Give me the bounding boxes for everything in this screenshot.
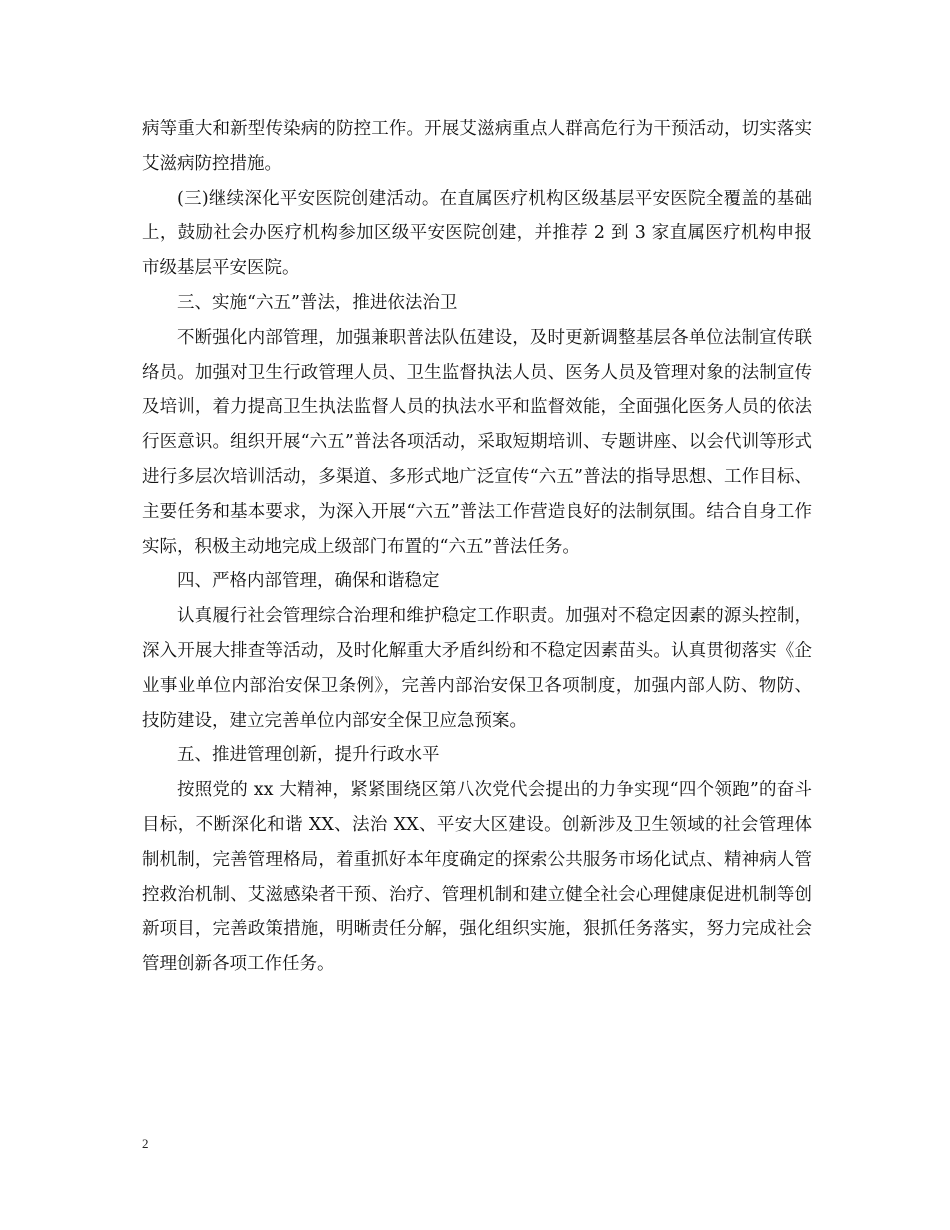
section-heading-management-innovation: 五、推进管理创新，提升行政水平	[177, 745, 440, 766]
paragraph-continuation: 病等重大和新型传染病的防控工作。开展艾滋病重点人群高危行为干预活动，切实落实艾滋病防控措施。	[142, 119, 812, 174]
paragraph-management-innovation: 按照党的 xx 大精神，紧紧围绕区第八次党代会提出的力争实现“四个领跑”的奋斗目标，不断深化和谐 XX、法治 XX、平安大区建设。创新涉及卫生领域的社会管理体制机制，完善管理格局，着重抓好本年度确定的探索公共服务市场化试点、精神病人管控救治机制、艾滋感染者干预、治疗、管理机制和建立健全社会心理健康促进机制等创新项目，完善政策措施，明晰责任分解，强化组织实施，狠抓任务落实，努力完成社会管理创新各项工作任务。	[142, 780, 812, 975]
section-heading-legal-education: 三、实施“六五”普法，推进依法治卫	[177, 292, 458, 313]
paragraph-safe-hospital: (三)继续深化平安医院创建活动。在直属医疗机构区级基层平安医院全覆盖的基础上，鼓励社会办医疗机构参加区级平安医院创建，并推荐 2 到 3 家直属医疗机构申报市级基层平安医院。	[142, 188, 812, 279]
page-number: 2	[142, 1136, 149, 1151]
paragraph-legal-education: 不断强化内部管理，加强兼职普法队伍建设，及时更新调整基层各单位法制宣传联络员。加强对卫生行政管理人员、卫生监督执法人员、医务人员及管理对象的法制宣传及培训，着力提高卫生执法监督人员的执法水平和监督效能，全面强化医务人员的依法行医意识。组织开展“六五”普法各项活动，采取短期培训、专题讲座、以会代训等形式进行多层次培训活动，多渠道、多形式地广泛宣传“六五”普法的指导思想、工作目标、主要任务和基本要求，为深入开展“六五”普法工作营造良好的法制氛围。结合自身工作实际，积极主动地完成上级部门布置的“六五”普法任务。	[142, 327, 812, 557]
section-heading-internal-management: 四、严格内部管理，确保和谐稳定	[177, 571, 440, 592]
paragraph-internal-management: 认真履行社会管理综合治理和维护稳定工作职责。加强对不稳定因素的源头控制，深入开展大排查等活动，及时化解重大矛盾纠纷和不稳定因素苗头。认真贯彻落实《企业事业单位内部治安保卫条例》，完善内部治安保卫各项制度，加强内部人防、物防、技防建设，建立完善单位内部安全保卫应急预案。	[142, 606, 812, 731]
document-body	[142, 112, 812, 982]
